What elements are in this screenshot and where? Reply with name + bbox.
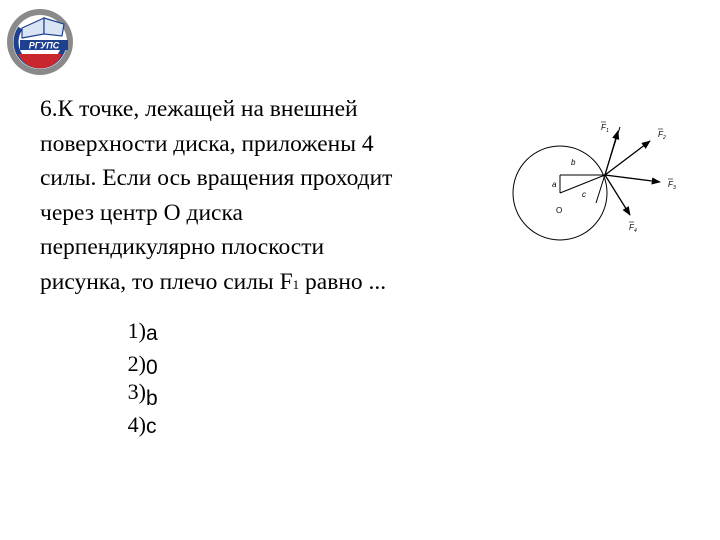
svg-text:4: 4: [634, 228, 637, 234]
svg-text:F: F: [668, 180, 673, 189]
svg-text:1: 1: [606, 128, 609, 134]
svg-text:F: F: [658, 130, 663, 139]
question-line-3: силы. Если ось вращения проходит: [40, 165, 393, 191]
label-o: O: [556, 206, 563, 215]
question-line-1: К точке, лежащей на внешней: [57, 96, 358, 122]
answer-value: 0: [146, 356, 158, 379]
answer-number: 4): [127, 412, 146, 437]
question-line-5: перпендикулярно плоскости: [40, 234, 325, 260]
university-logo: [4, 4, 76, 78]
force-f1-arrow: [605, 131, 618, 175]
question-number: 6.: [40, 96, 58, 122]
answer-option-4[interactable]: [112, 412, 232, 454]
question-line-2: поверхности диска, приложены 4: [40, 130, 374, 157]
svg-text:F: F: [629, 223, 634, 232]
svg-text:3: 3: [673, 185, 676, 191]
logo-text: РГУПС: [28, 40, 60, 51]
label-b: b: [571, 158, 576, 167]
label-f1: [601, 122, 609, 134]
question-line-6-end: равно ...: [299, 268, 387, 295]
answer-list: [112, 318, 232, 454]
force-subscript: 1: [292, 276, 300, 292]
answer-value: c: [146, 415, 157, 438]
disk-force-diagram: [500, 105, 710, 265]
answer-number: 1): [127, 318, 146, 343]
force-f2-arrow: [605, 141, 650, 175]
question-line-4: через центр О диска: [40, 199, 243, 226]
answer-number: 3): [127, 379, 146, 404]
svg-text:2: 2: [663, 135, 666, 141]
answer-value: b: [146, 387, 158, 410]
question-line-6: рисунка, то плечо силы F: [40, 268, 293, 295]
label-f3: [668, 179, 676, 191]
label-f2: [658, 129, 666, 141]
force-f4-arrow: [605, 175, 630, 215]
answer-option-1[interactable]: [112, 318, 232, 352]
answer-value: a: [146, 322, 158, 345]
label-a: a: [552, 180, 557, 189]
label-f4: [629, 222, 637, 234]
label-c: c: [582, 190, 586, 199]
answer-number: 2): [127, 351, 146, 376]
svg-text:F: F: [601, 123, 606, 132]
question-text: [40, 92, 480, 302]
force-f3-arrow: [605, 175, 660, 182]
